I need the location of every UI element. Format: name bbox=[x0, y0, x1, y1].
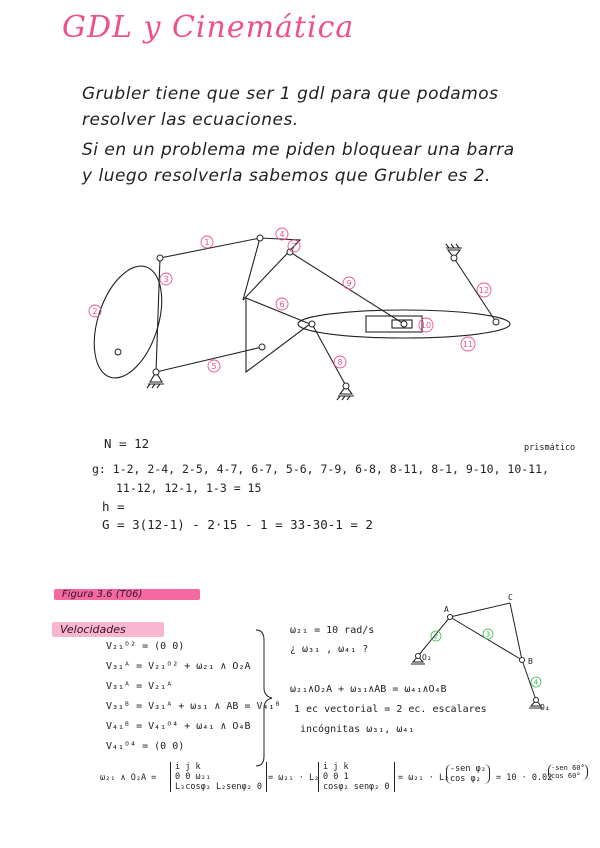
svg-text:5: 5 bbox=[211, 362, 217, 371]
fig-point-a: A bbox=[444, 605, 449, 614]
fig-ground-o2 bbox=[411, 656, 425, 664]
cross-mid: = ω₂₁ · L₂ bbox=[268, 773, 320, 783]
label-10 bbox=[419, 318, 433, 332]
cross-rhs-1: = ω₂₁ · L₂ bbox=[398, 773, 450, 783]
right-brace bbox=[256, 630, 272, 766]
fig-label-4 bbox=[531, 677, 541, 687]
svg-text:3: 3 bbox=[485, 630, 491, 639]
n-count: N = 12 bbox=[104, 436, 150, 451]
fig-label-2 bbox=[431, 631, 441, 641]
fig-link-3c bbox=[450, 617, 522, 660]
vec2-top: -sen 60° bbox=[551, 764, 585, 772]
cross-rhs-2: = 10 · 0.02 bbox=[496, 773, 553, 783]
label-3 bbox=[160, 273, 172, 285]
svg-text:12: 12 bbox=[478, 286, 490, 295]
g-list-line-1: g: 1-2, 2-4, 2-5, 4-7, 6-7, 5-6, 7-9, 6-8, 8-11, 8-1, 9-10, 10-11, bbox=[92, 462, 549, 476]
intro-line-1: Grubler tiene que ser 1 gdl para que podamos bbox=[82, 84, 499, 104]
intro-line-4: y luego resolverla sabemos que Grubler es 2. bbox=[82, 166, 491, 186]
label-2 bbox=[89, 305, 101, 317]
page-title: GDL y Cinemática bbox=[62, 10, 355, 45]
svg-text:10: 10 bbox=[420, 321, 432, 330]
fig-point-b: B bbox=[528, 657, 533, 666]
link-9 bbox=[290, 252, 404, 324]
equation-count: 1 ec vectorial = 2 ec. escalares bbox=[294, 704, 487, 715]
label-5 bbox=[208, 360, 220, 372]
g-list-line-2: 11-12, 12-1, 1-3 = 15 bbox=[116, 481, 262, 495]
omega-21: ω₂₁ = 10 rad/s bbox=[290, 625, 375, 636]
label-6 bbox=[276, 298, 288, 310]
label-1 bbox=[201, 236, 213, 248]
determinant-2 bbox=[318, 762, 395, 792]
label-8 bbox=[334, 356, 346, 368]
label-4 bbox=[276, 228, 288, 240]
fig-link-4 bbox=[522, 660, 536, 700]
det2-row-1: i j k bbox=[323, 762, 349, 772]
svg-text:9: 9 bbox=[346, 279, 352, 288]
det2-row-3: cosφ₂ senφ₂ 0 bbox=[323, 782, 390, 792]
vel-eq-4: V₃₁ᴮ = V₃₁ᴬ + ω₃₁ ∧ AB = V₄₁ᴮ bbox=[106, 701, 281, 712]
intro-line-2: resolver las ecuaciones. bbox=[82, 110, 299, 130]
vel-eq-3: V₃₁ᴬ = V₂₁ᴬ bbox=[106, 681, 173, 692]
svg-text:11: 11 bbox=[462, 340, 474, 349]
svg-text:3: 3 bbox=[163, 275, 169, 284]
vel-eq-1: V₂₁ᴼ² = (0 0) bbox=[106, 641, 185, 652]
figure-tag: Figura 3.6 (T06) bbox=[54, 589, 200, 600]
fig-label-3 bbox=[483, 629, 493, 639]
svg-text:1: 1 bbox=[204, 238, 210, 247]
label-12 bbox=[477, 283, 491, 297]
link-8 bbox=[312, 324, 346, 386]
unknowns-question: ¿ ω₃₁ , ω₄₁ ? bbox=[290, 644, 369, 655]
svg-text:2: 2 bbox=[92, 307, 98, 316]
link-6-triangle bbox=[246, 298, 310, 372]
det1-row-3: L₂cosφ₂ L₂senφ₂ 0 bbox=[175, 782, 262, 792]
link-1 bbox=[160, 238, 260, 258]
mechanism-diagram bbox=[0, 0, 600, 420]
fig-ground-o4 bbox=[529, 700, 543, 708]
vec1-bottom: cos φ₂ bbox=[450, 774, 481, 784]
det1-row-2: 0 0 ω₂₁ bbox=[175, 772, 211, 782]
vel-eq-5: V₄₁ᴮ = V₄₁ᴼ⁴ + ω₄₁ ∧ O₄B bbox=[106, 721, 251, 732]
fig-link-3a bbox=[450, 603, 510, 617]
vel-eq-2: V₃₁ᴬ = V₂₁ᴼ² + ω₂₁ ∧ O₂A bbox=[106, 661, 251, 672]
vec2-bottom: cos 60° bbox=[551, 772, 581, 780]
h-line: h = bbox=[102, 499, 125, 514]
det1-row-1: i j k bbox=[175, 762, 201, 772]
vel-eq-6: V₄₁ᴼ⁴ = (0 0) bbox=[106, 741, 185, 752]
grubler-result: G = 3(12-1) - 2·15 - 1 = 33-30-1 = 2 bbox=[102, 517, 373, 532]
fig-point-o2: O₂ bbox=[422, 653, 432, 662]
fig-link-2 bbox=[418, 617, 450, 656]
prismatic-note: prismático bbox=[524, 443, 576, 453]
unknowns-list: incógnitas ω₃₁, ω₄₁ bbox=[300, 724, 415, 735]
result-vector-1 bbox=[446, 764, 490, 784]
det2-row-2: 0 0 1 bbox=[323, 772, 349, 782]
fig-point-c: C bbox=[508, 593, 513, 602]
determinant-1 bbox=[170, 762, 267, 792]
svg-text:4: 4 bbox=[279, 230, 285, 239]
vec1-top: -sen φ₂ bbox=[450, 764, 486, 774]
slider-box bbox=[366, 316, 422, 332]
svg-text:2: 2 bbox=[433, 632, 439, 641]
vector-equation: ω₂₁∧O₂A + ω₃₁∧AB = ω₄₁∧O₄B bbox=[290, 684, 447, 695]
label-11 bbox=[461, 337, 475, 351]
cross-lhs: ω₂₁ ∧ O₂A = bbox=[100, 773, 157, 783]
label-7 bbox=[288, 240, 300, 252]
svg-text:7: 7 bbox=[291, 242, 297, 251]
intro-line-3: Si en un problema me piden bloquear una barra bbox=[82, 140, 515, 160]
result-vector-2 bbox=[548, 764, 588, 780]
fig-point-o4: O₄ bbox=[540, 703, 550, 712]
svg-text:4: 4 bbox=[533, 678, 539, 687]
velocities-tag: Velocidades bbox=[52, 622, 164, 637]
fig-link-3b bbox=[510, 603, 522, 660]
svg-text:8: 8 bbox=[337, 358, 343, 367]
svg-text:6: 6 bbox=[279, 300, 285, 309]
label-9 bbox=[343, 277, 355, 289]
